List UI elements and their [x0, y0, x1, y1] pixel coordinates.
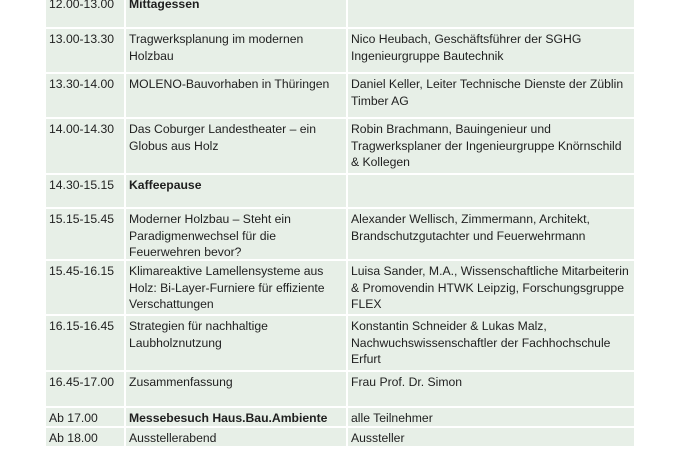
- speaker-cell: alle Teilnehmer: [351, 411, 433, 425]
- table-row: [46, 428, 634, 448]
- session-title-cell: Zusammenfassung: [126, 372, 348, 406]
- session-title-cell: Ausstellerabend: [126, 428, 348, 446]
- table-row: [46, 0, 634, 29]
- speaker-cell: Frau Prof. Dr. Simon: [351, 375, 463, 389]
- speaker-cell: Konstantin Schneider & Lukas Malz, Nachwuchswissenschaftler der Fachhochschule Erfurt: [351, 319, 611, 366]
- speaker-cell: Nico Heubach, Geschäftsführer der SGHG Ingenieurgruppe Bautechnik: [351, 32, 582, 63]
- speaker-cell: Daniel Keller, Leiter Technische Dienste der Züblin Timber AG: [351, 77, 624, 108]
- session-title-cell: Moderner Holzbau – Steht ein Paradigmenwechsel für die Feuerwehren bevor?: [126, 209, 348, 259]
- time-cell: 13.00-13.30: [46, 29, 126, 72]
- speaker-cell: Luisa Sander, M.A., Wissenschaftliche Mitarbeiterin & Promovendin HTWK Leipzig, Forschungsgruppe FLEX: [351, 264, 629, 311]
- table-row: [46, 209, 634, 261]
- schedule-table: [46, 0, 634, 448]
- time-cell: Ab 18.00: [46, 428, 126, 446]
- table-row: [46, 372, 634, 408]
- session-title-cell: Das Coburger Landestheater – ein Globus aus Holz: [126, 119, 348, 173]
- speaker-cell: Alexander Wellisch, Zimmermann, Architekt, Brandschutzgutachter und Feuerwehrmann: [351, 212, 590, 243]
- session-title-cell: Messebesuch Haus.Bau.Ambiente: [126, 408, 348, 426]
- speaker-cell: Aussteller: [351, 431, 405, 445]
- session-title-cell: MOLENO-Bauvorhaben in Thüringen: [126, 74, 348, 117]
- session-title-cell: Tragwerksplanung im modernen Holzbau: [126, 29, 348, 72]
- session-title-cell: Kaffeepause: [126, 175, 348, 207]
- table-row: [46, 316, 634, 372]
- speaker-cell: Robin Brachmann, Bauingenieur und Tragwerksplaner der Ingenieurgruppe Knörnschild & Kollegen: [351, 122, 622, 169]
- time-cell: Ab 17.00: [46, 408, 126, 426]
- time-cell: 16.45-17.00: [46, 372, 126, 406]
- time-cell: 13.30-14.00: [46, 74, 126, 117]
- session-title-cell: Klimareaktive Lamellensysteme aus Holz: Bi-Layer-Furniere für effiziente Verschattungen: [126, 261, 348, 314]
- table-row: [46, 408, 634, 428]
- table-row: [46, 74, 634, 119]
- session-title-cell: Mittagessen: [126, 0, 348, 27]
- table-row: [46, 261, 634, 316]
- table-row: [46, 119, 634, 175]
- time-cell: 15.15-15.45: [46, 209, 126, 259]
- time-cell: 14.00-14.30: [46, 119, 126, 173]
- time-cell: 16.15-16.45: [46, 316, 126, 370]
- table-row: [46, 29, 634, 74]
- time-cell: 15.45-16.15: [46, 261, 126, 314]
- session-title-cell: Strategien für nachhaltige Laubholznutzung: [126, 316, 348, 370]
- speaker-cell: [348, 175, 634, 207]
- table-row: [46, 175, 634, 209]
- speaker-cell: [348, 0, 634, 27]
- time-cell: 12.00-13.00: [46, 0, 126, 27]
- time-cell: 14.30-15.15: [46, 175, 126, 207]
